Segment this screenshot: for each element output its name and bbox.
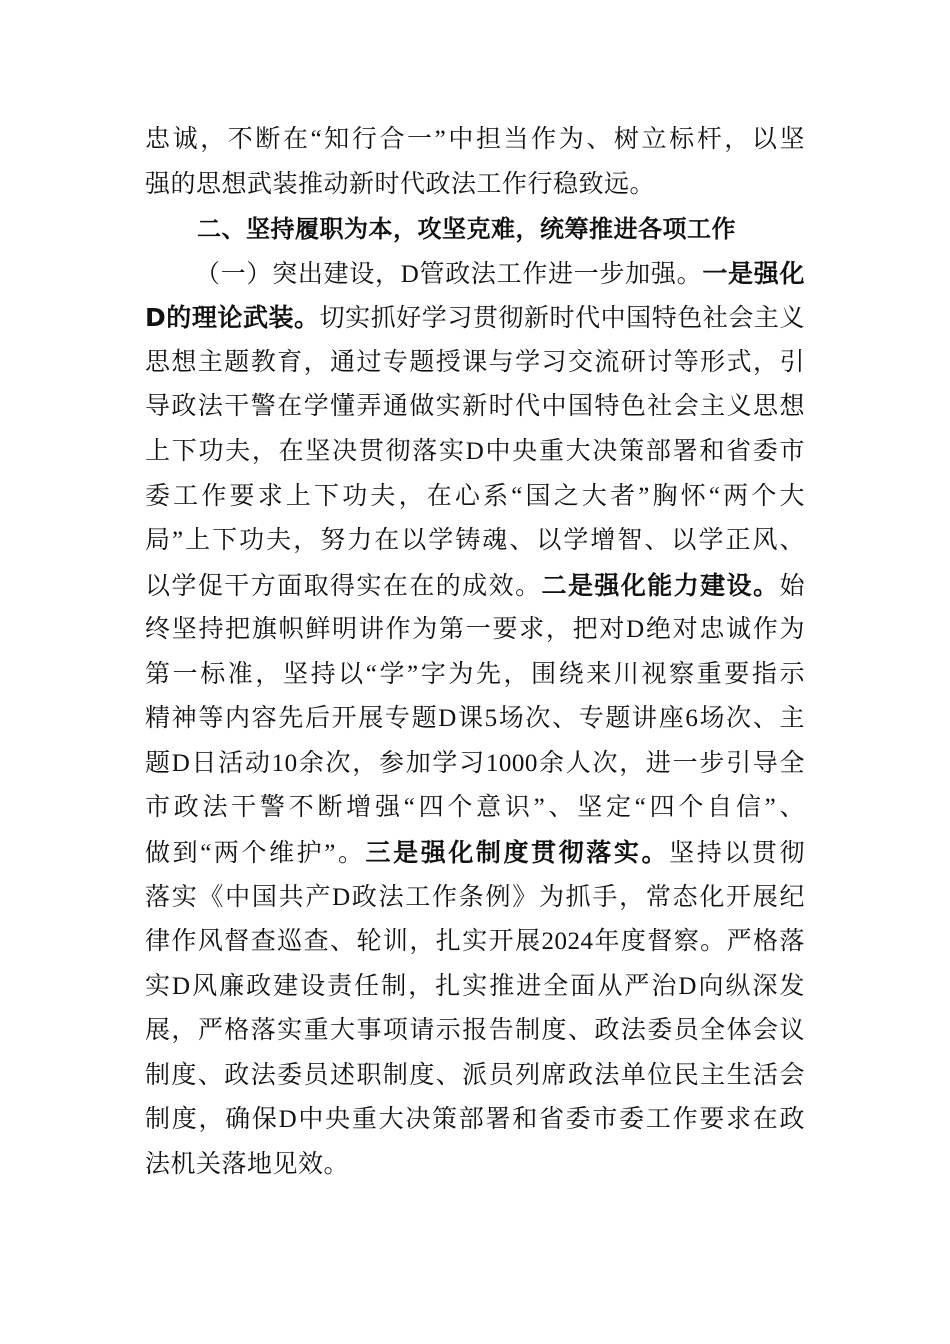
text-line bbox=[145, 1098, 805, 1143]
text-line bbox=[145, 1009, 805, 1054]
text: 实D风廉政建设责任制，扎实推进全面从严治D向纵深发 bbox=[145, 972, 805, 1000]
section-heading bbox=[145, 207, 805, 252]
text-line bbox=[145, 876, 805, 921]
text: 终坚持把旗帜鲜明讲作为第一要求，把对D绝对忠诚作为 bbox=[145, 616, 805, 644]
text-line bbox=[145, 697, 805, 742]
text-line bbox=[145, 742, 805, 787]
text: 上下功夫，在坚决贯彻落实D中央重大决策部署和省委市 bbox=[145, 437, 805, 465]
text: 制度，确保D中央重大决策部署和省委市委工作要求在政 bbox=[145, 1106, 805, 1134]
heading-text: 二、坚持履职为本，攻坚克难，统筹推进各项工作 bbox=[197, 215, 736, 244]
text: 题D日活动10余次，参加学习1000余人次，进一步引导全 bbox=[145, 749, 805, 777]
text: 做到“两个维护”。 bbox=[145, 840, 366, 867]
text: 导政法干警在学懂弄通做实新时代中国特色社会主义思想 bbox=[145, 393, 805, 421]
text: 落实《中国共产D政法工作条例》为抓手，常态化开展纪 bbox=[145, 883, 805, 911]
text: 市政法干警不断增强“四个意识”、坚定“四个自信”、 bbox=[145, 794, 805, 822]
text: 思想主题教育，通过专题授课与学习交流研讨等形式，引 bbox=[145, 348, 805, 376]
text-line bbox=[145, 430, 805, 475]
bold-text: 二是强化能力建设。 bbox=[541, 570, 780, 600]
bold-text: 三是强化制度贯彻落实。 bbox=[365, 838, 670, 867]
text: 制度、政法委员述职制度、派员列席政法单位民主生活会 bbox=[145, 1061, 805, 1089]
text-line bbox=[145, 163, 805, 208]
text-line bbox=[145, 1143, 805, 1188]
bold-text: 一是强化 bbox=[702, 258, 805, 288]
text-line bbox=[145, 564, 805, 609]
text-line bbox=[145, 1054, 805, 1099]
bold-text: D的理论武装。 bbox=[145, 303, 320, 333]
text: 强的思想武装推动新时代政法工作行稳致远。 bbox=[145, 170, 656, 198]
text: 忠诚，不断在“知行合一”中担当作为、树立标杆，以坚 bbox=[145, 126, 805, 153]
text: 始 bbox=[779, 572, 805, 600]
text: 第一标准，坚持以“学”字为先，围绕来川视察重要指示 bbox=[145, 660, 805, 688]
text: 坚持以贯彻 bbox=[669, 840, 805, 867]
text-line bbox=[145, 608, 805, 653]
text-line bbox=[145, 252, 805, 297]
text-line bbox=[145, 385, 805, 430]
text: 律作风督查巡查、轮训，扎实开展2024年度督察。严格落 bbox=[145, 928, 805, 956]
text: （一）突出建设，D管政法工作进一步加强。 bbox=[195, 260, 703, 288]
text-line bbox=[145, 118, 805, 163]
text: 展，严格落实重大事项请示报告制度、政法委员全体会议 bbox=[145, 1017, 805, 1045]
text-line bbox=[145, 920, 805, 965]
text-line bbox=[145, 831, 805, 876]
text-line bbox=[145, 475, 805, 520]
text: 法机关落地见效。 bbox=[145, 1150, 350, 1178]
text: 以学促干方面取得实在在的成效。 bbox=[145, 572, 542, 600]
text: 局”上下功夫，努力在以学铸魂、以学增智、以学正风、 bbox=[145, 527, 805, 555]
text-line bbox=[145, 653, 805, 698]
document-page bbox=[145, 118, 805, 1188]
text: 切实抓好学习贯彻新时代中国特色社会主义 bbox=[319, 305, 805, 333]
text: 精神等内容先后开展专题D课5场次、专题讲座6场次、主 bbox=[145, 705, 805, 733]
text-line bbox=[145, 965, 805, 1010]
text-line bbox=[145, 296, 805, 341]
text-line bbox=[145, 341, 805, 386]
text-line bbox=[145, 519, 805, 564]
text-line bbox=[145, 786, 805, 831]
text: 委工作要求上下功夫，在心系“国之大者”胸怀“两个大 bbox=[145, 482, 805, 510]
